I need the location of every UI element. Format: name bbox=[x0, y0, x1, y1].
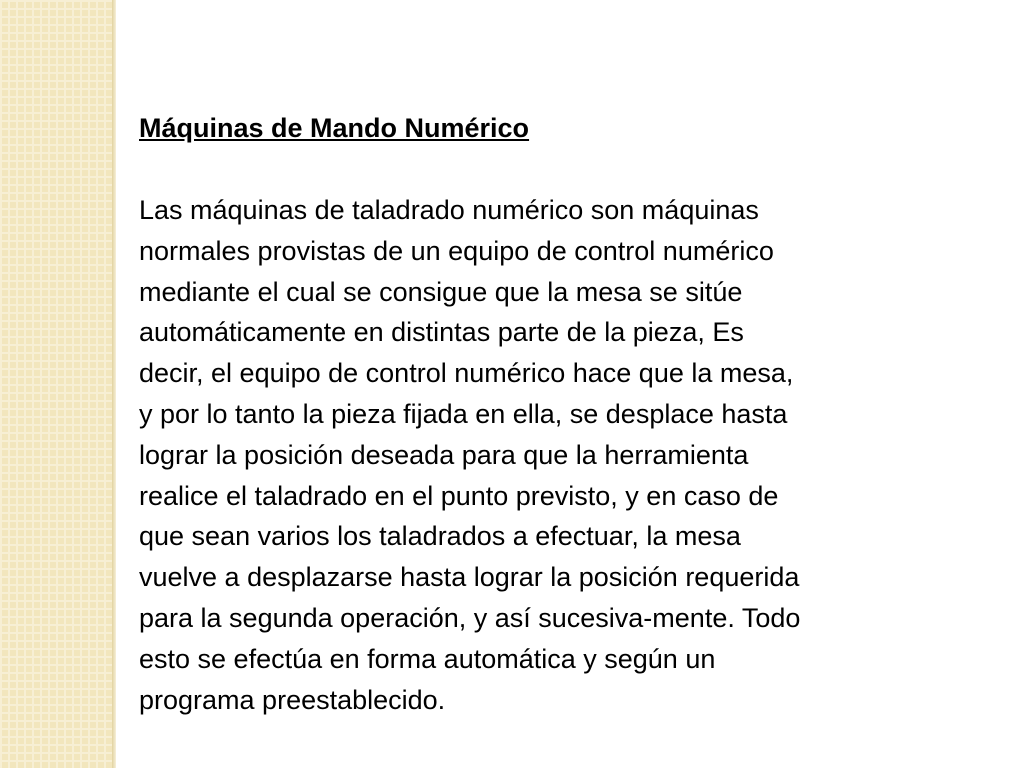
body-line: realice el taladrado en el punto previsto, y en caso de bbox=[139, 480, 779, 511]
body-line: automáticamente en distintas parte de la pieza, Es bbox=[139, 317, 744, 348]
body-line: esto se efectúa en forma automática y según un bbox=[139, 643, 716, 674]
body-line: lograr la posición deseada para que la herramienta bbox=[139, 439, 749, 470]
body-line: mediante el cual se consigue que la mesa se sitúe bbox=[139, 276, 743, 307]
slide-content bbox=[139, 108, 989, 720]
body-line: normales provistas de un equipo de control numérico bbox=[139, 235, 774, 266]
decorative-sidebar-pattern bbox=[0, 0, 112, 768]
body-line: que sean varios los taladrados a efectuar, la mesa bbox=[139, 521, 741, 552]
body-line: para la segunda operación, y así sucesiva-mente. Todo bbox=[139, 602, 801, 633]
slide-body-text bbox=[139, 190, 989, 720]
slide-title: Máquinas de Mando Numérico bbox=[139, 113, 530, 143]
body-line: decir, el equipo de control numérico hace que la mesa, bbox=[139, 358, 794, 389]
body-line: vuelve a desplazarse hasta lograr la posición requerida bbox=[139, 562, 800, 593]
body-line: Las máquinas de taladrado numérico son máquinas bbox=[139, 195, 759, 225]
sidebar-edge bbox=[112, 0, 116, 768]
body-line: y por lo tanto la pieza fijada en ella, se desplace hasta bbox=[139, 398, 788, 429]
body-line: programa preestablecido. bbox=[139, 684, 446, 715]
